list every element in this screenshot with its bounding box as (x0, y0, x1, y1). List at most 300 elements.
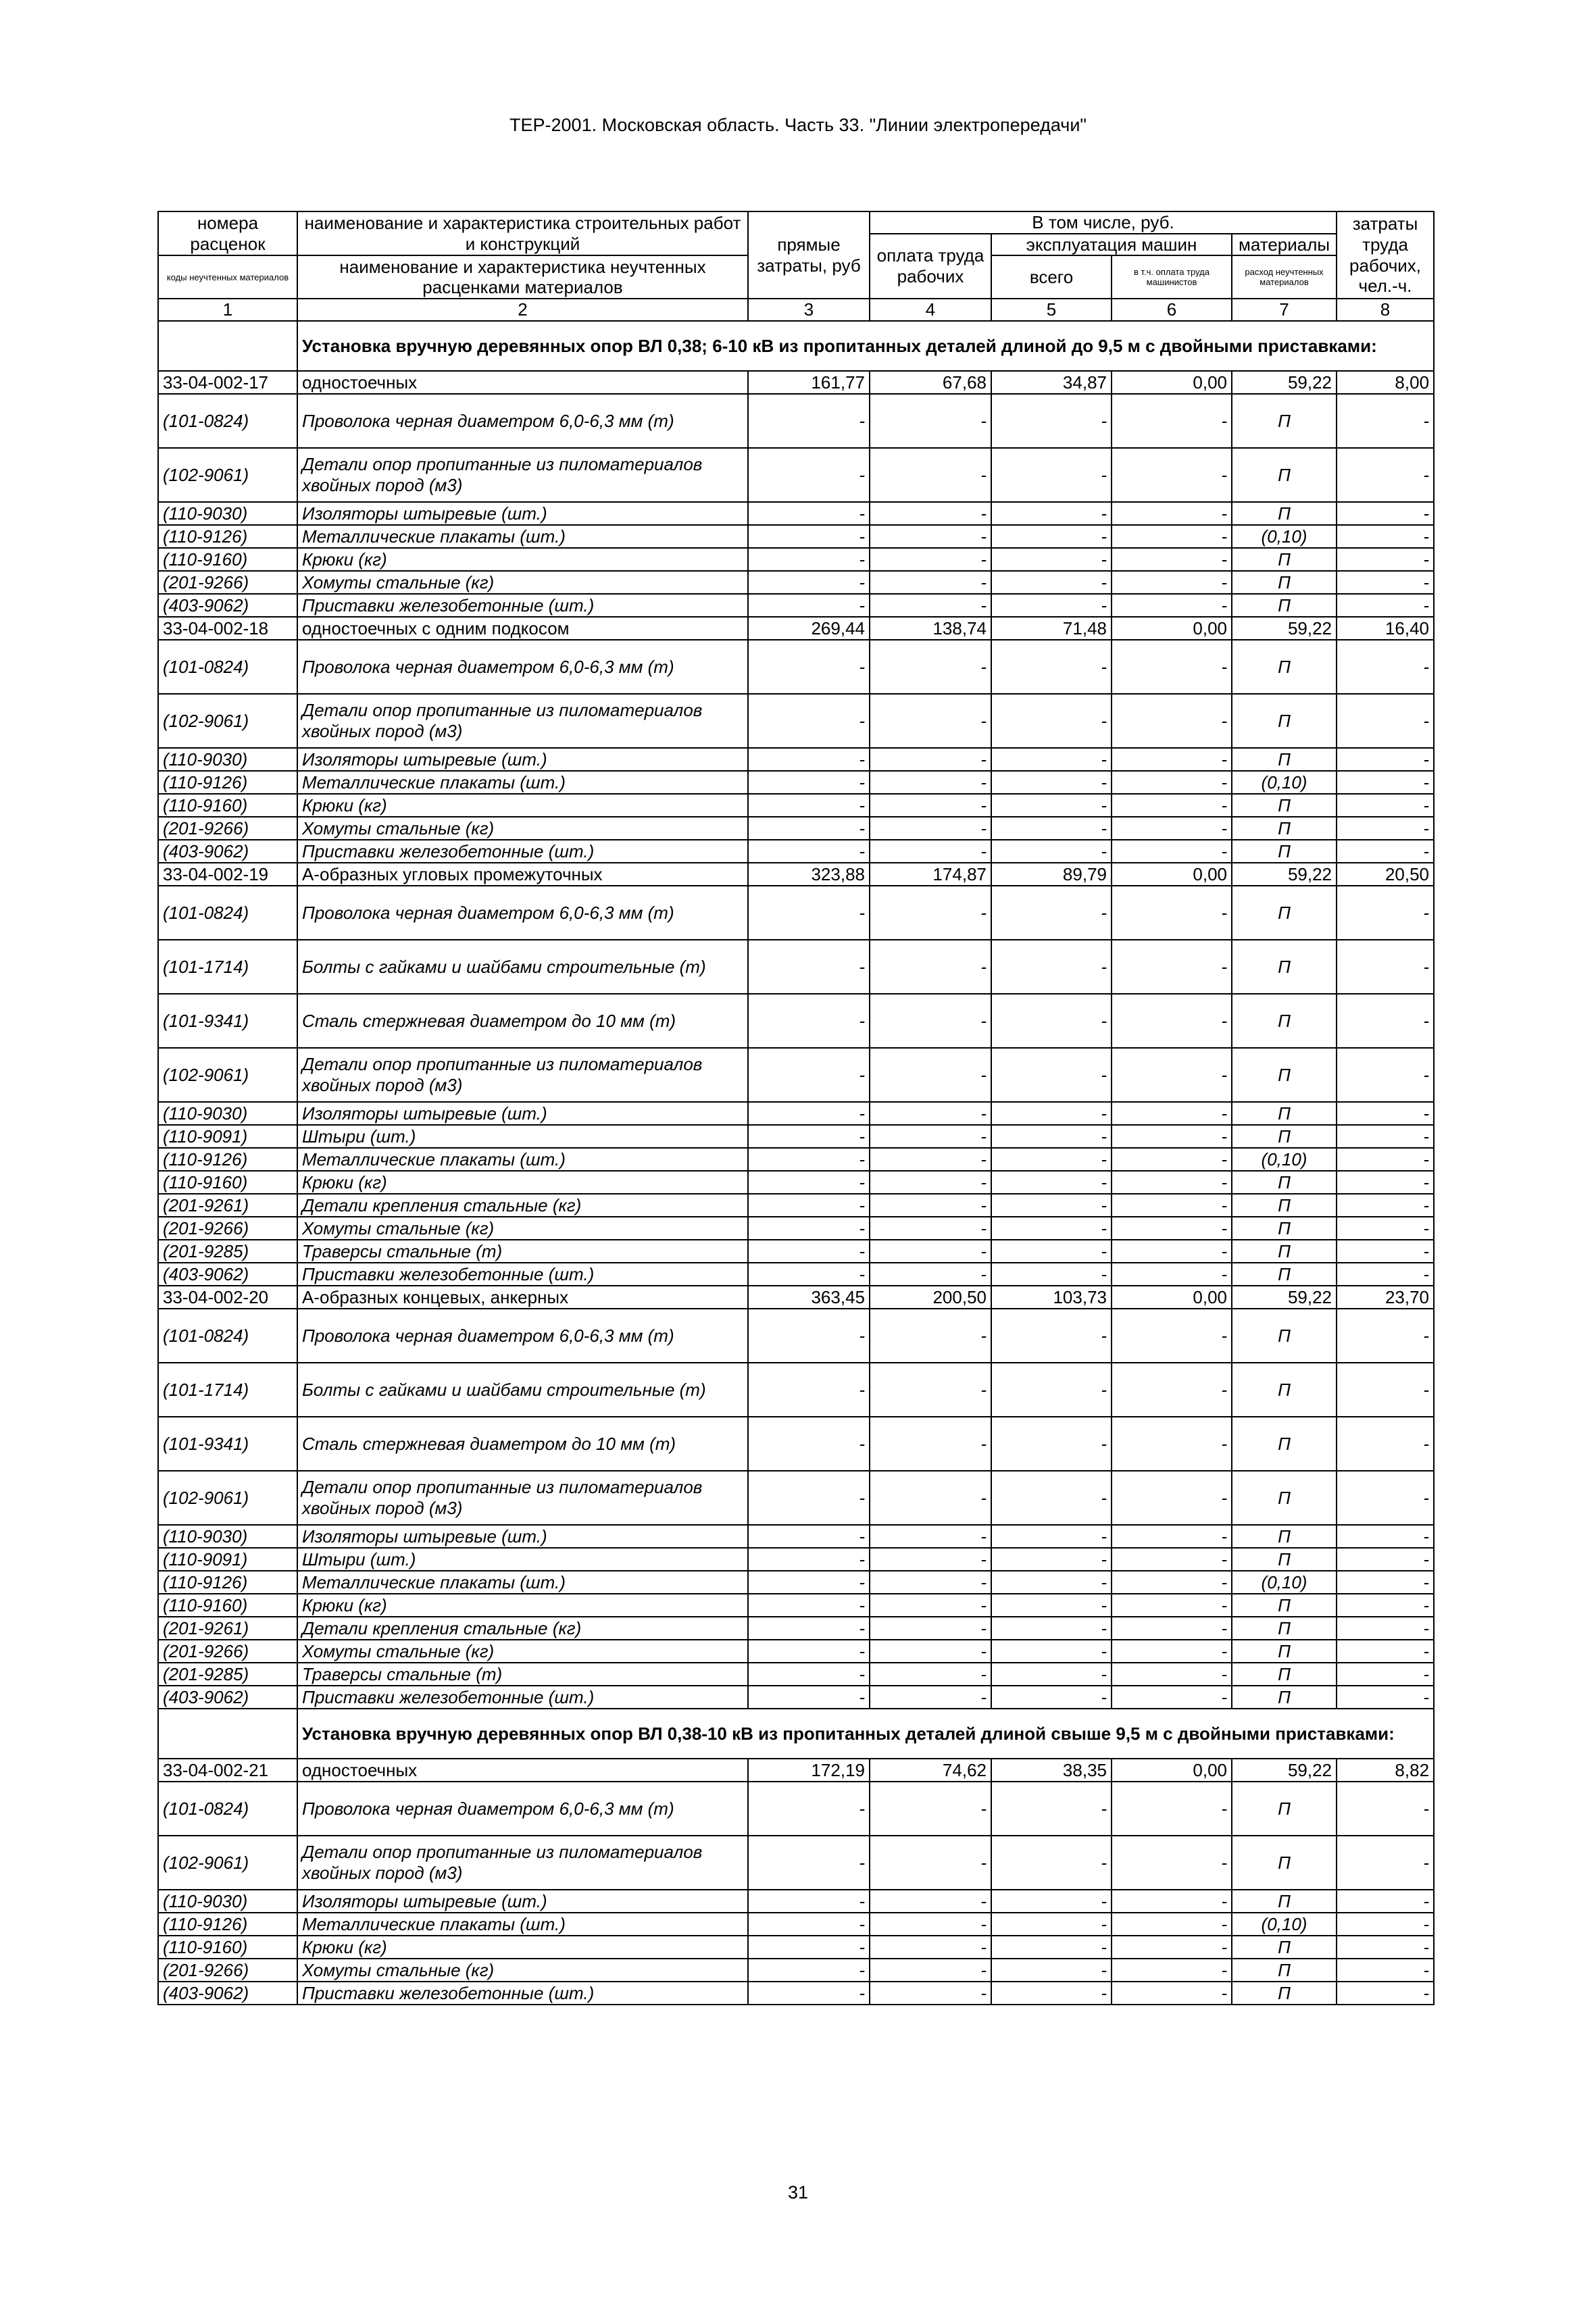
material-row (158, 1782, 1434, 1836)
dash-cell: - (748, 1663, 870, 1686)
labor-hours: 20,50 (1337, 863, 1434, 886)
dash-cell: - (1112, 1936, 1232, 1959)
machinist-pay: 0,00 (1112, 617, 1232, 640)
dash-cell: - (1112, 1782, 1232, 1836)
dash-cell: - (748, 548, 870, 571)
labor-pay: 174,87 (870, 863, 991, 886)
material-name: Штыри (шт.) (297, 1125, 748, 1148)
material-row (158, 1148, 1434, 1171)
material-row (158, 640, 1434, 694)
dash-cell: - (870, 1240, 991, 1263)
material-row (158, 1417, 1434, 1471)
dash-cell: - (748, 886, 870, 940)
dash-cell: - (1337, 1263, 1434, 1286)
material-row (158, 1663, 1434, 1686)
material-usage: П (1232, 448, 1337, 502)
material-code: (110-9160) (158, 548, 297, 571)
dash-cell: - (1112, 1148, 1232, 1171)
dash-cell: - (748, 502, 870, 525)
dash-cell: - (748, 994, 870, 1048)
dash-cell: - (870, 1982, 991, 2005)
dash-cell: - (991, 1913, 1112, 1936)
dash-cell: - (1112, 1102, 1232, 1125)
header-num: 5 (991, 299, 1112, 321)
header-col6: в т.ч. оплата труда машинистов (1112, 255, 1232, 299)
dash-cell: - (748, 694, 870, 748)
dash-cell: - (748, 1836, 870, 1890)
dash-cell: - (1112, 394, 1232, 448)
machinist-pay: 0,00 (1112, 371, 1232, 394)
material-code: (201-9266) (158, 1217, 297, 1240)
dash-cell: - (1337, 886, 1434, 940)
dash-cell: - (870, 886, 991, 940)
material-usage: П (1232, 1048, 1337, 1102)
material-name: Проволока черная диаметром 6,0-6,3 мм (т) (297, 886, 748, 940)
materials-cost: 59,22 (1232, 1286, 1337, 1309)
material-row (158, 1913, 1434, 1936)
material-row (158, 1217, 1434, 1240)
material-usage: П (1232, 1617, 1337, 1640)
dash-cell: - (1112, 594, 1232, 617)
material-usage: П (1232, 1594, 1337, 1617)
material-code: (201-9285) (158, 1663, 297, 1686)
material-name: Болты с гайками и шайбами строительные (т) (297, 940, 748, 994)
dash-cell: - (748, 1890, 870, 1913)
dash-cell: - (748, 1782, 870, 1836)
machine-cost: 89,79 (991, 863, 1112, 886)
material-name: Детали опор пропитанные из пиломатериалов хвойных пород (м3) (297, 448, 748, 502)
material-row (158, 1240, 1434, 1263)
header-materials: материалы (1232, 234, 1337, 256)
material-usage: П (1232, 394, 1337, 448)
material-code: (201-9261) (158, 1194, 297, 1217)
labor-hours: 23,70 (1337, 1286, 1434, 1309)
dash-cell: - (1337, 1171, 1434, 1194)
material-usage: П (1232, 1548, 1337, 1571)
header-num: 8 (1337, 299, 1434, 321)
material-row (158, 571, 1434, 594)
dash-cell: - (1112, 1363, 1232, 1417)
material-code: (201-9266) (158, 1640, 297, 1663)
material-row (158, 1571, 1434, 1594)
dash-cell: - (870, 1959, 991, 1982)
material-code: (101-1714) (158, 940, 297, 994)
dash-cell: - (1112, 1217, 1232, 1240)
dash-cell: - (1112, 1890, 1232, 1913)
dash-cell: - (1112, 1617, 1232, 1640)
dash-cell: - (991, 1594, 1112, 1617)
dash-cell: - (991, 994, 1112, 1048)
material-usage: (0,10) (1232, 1571, 1337, 1594)
materials-cost: 59,22 (1232, 1759, 1337, 1782)
section-title: Установка вручную деревянных опор ВЛ 0,38; 6-10 кВ из пропитанных деталей длиной до 9,5 м с двойными приставками: (297, 321, 1434, 371)
material-name: Крюки (кг) (297, 1171, 748, 1194)
dash-cell: - (1112, 771, 1232, 794)
section-row (158, 321, 1434, 371)
header-row-1 (158, 211, 1434, 234)
material-code: (110-9126) (158, 771, 297, 794)
dash-cell: - (870, 1148, 991, 1171)
dash-cell: - (1337, 1048, 1434, 1102)
dash-cell: - (870, 1363, 991, 1417)
material-usage: П (1232, 1936, 1337, 1959)
dash-cell: - (1112, 694, 1232, 748)
dash-cell: - (1337, 1913, 1434, 1936)
dash-cell: - (991, 1936, 1112, 1959)
dash-cell: - (1112, 1959, 1232, 1982)
dash-cell: - (748, 940, 870, 994)
dash-cell: - (748, 1959, 870, 1982)
dash-cell: - (748, 1686, 870, 1709)
dash-cell: - (1337, 994, 1434, 1048)
dash-cell: - (748, 1525, 870, 1548)
material-code: (201-9285) (158, 1240, 297, 1263)
dash-cell: - (1337, 1148, 1434, 1171)
header-col4: оплата труда рабочих (870, 234, 991, 299)
material-name: Изоляторы штыревые (шт.) (297, 1525, 748, 1548)
material-row (158, 594, 1434, 617)
labor-hours: 8,82 (1337, 1759, 1434, 1782)
dash-cell: - (1112, 1309, 1232, 1363)
dash-cell: - (1337, 840, 1434, 863)
material-row (158, 1102, 1434, 1125)
material-name: Детали опор пропитанные из пиломатериалов хвойных пород (м3) (297, 1048, 748, 1102)
material-row (158, 1309, 1434, 1363)
dash-cell: - (991, 817, 1112, 840)
material-row (158, 940, 1434, 994)
dash-cell: - (1112, 548, 1232, 571)
dash-cell: - (870, 1936, 991, 1959)
dash-cell: - (1337, 1194, 1434, 1217)
dash-cell: - (748, 1640, 870, 1663)
header-machines: эксплуатация машин (991, 234, 1232, 256)
dash-cell: - (1112, 817, 1232, 840)
dash-cell: - (1337, 1309, 1434, 1363)
material-usage: П (1232, 1217, 1337, 1240)
dash-cell: - (1112, 1471, 1232, 1525)
dash-cell: - (1112, 1663, 1232, 1686)
material-usage: П (1232, 748, 1337, 771)
material-name: Изоляторы штыревые (шт.) (297, 502, 748, 525)
material-name: Хомуты стальные (кг) (297, 1217, 748, 1240)
dash-cell: - (748, 1171, 870, 1194)
material-name: Проволока черная диаметром 6,0-6,3 мм (т) (297, 640, 748, 694)
dash-cell: - (748, 1982, 870, 2005)
dash-cell: - (991, 1240, 1112, 1263)
rate-name: одностоечных с одним подкосом (297, 617, 748, 640)
material-usage: П (1232, 694, 1337, 748)
material-usage: П (1232, 1836, 1337, 1890)
dash-cell: - (748, 571, 870, 594)
material-usage: П (1232, 1309, 1337, 1363)
page-title: ТЕР-2001. Московская область. Часть 33. "Линии электропередачи" (509, 115, 1087, 135)
dash-cell: - (748, 1594, 870, 1617)
rate-name: одностоечных (297, 1759, 748, 1782)
material-name: Изоляторы штыревые (шт.) (297, 1890, 748, 1913)
labor-pay: 138,74 (870, 617, 991, 640)
dash-cell: - (1337, 1686, 1434, 1709)
dash-cell: - (870, 1525, 991, 1548)
direct-cost: 161,77 (748, 371, 870, 394)
machine-cost: 38,35 (991, 1759, 1112, 1782)
dash-cell: - (1337, 1471, 1434, 1525)
dash-cell: - (1337, 1890, 1434, 1913)
material-name: Хомуты стальные (кг) (297, 1959, 748, 1982)
machine-cost: 34,87 (991, 371, 1112, 394)
material-code: (101-0824) (158, 640, 297, 694)
material-row (158, 1890, 1434, 1913)
material-name: Хомуты стальные (кг) (297, 1640, 748, 1663)
rate-row (158, 1759, 1434, 1782)
dash-cell: - (1337, 448, 1434, 502)
dash-cell: - (991, 794, 1112, 817)
material-code: (101-0824) (158, 1309, 297, 1363)
material-name: Сталь стержневая диаметром до 10 мм (т) (297, 994, 748, 1048)
dash-cell: - (991, 1663, 1112, 1686)
material-usage: П (1232, 594, 1337, 617)
dash-cell: - (870, 502, 991, 525)
material-usage: П (1232, 1471, 1337, 1525)
material-row (158, 1125, 1434, 1148)
material-name: Болты с гайками и шайбами строительные (т) (297, 1363, 748, 1417)
material-code: (102-9061) (158, 448, 297, 502)
dash-cell: - (748, 1048, 870, 1102)
dash-cell: - (748, 1309, 870, 1363)
material-name: Крюки (кг) (297, 548, 748, 571)
dash-cell: - (1337, 1548, 1434, 1571)
dash-cell: - (748, 1548, 870, 1571)
dash-cell: - (870, 1548, 991, 1571)
machine-cost: 71,48 (991, 617, 1112, 640)
dash-cell: - (1112, 840, 1232, 863)
dash-cell: - (870, 1048, 991, 1102)
dash-cell: - (1112, 1571, 1232, 1594)
dash-cell: - (991, 1571, 1112, 1594)
dash-cell: - (1112, 448, 1232, 502)
dash-cell: - (748, 794, 870, 817)
material-row (158, 1959, 1434, 1982)
dash-cell: - (991, 1048, 1112, 1102)
dash-cell: - (1337, 1571, 1434, 1594)
rate-name: А-образных угловых промежуточных (297, 863, 748, 886)
material-name: Приставки железобетонные (шт.) (297, 1263, 748, 1286)
material-name: Изоляторы штыревые (шт.) (297, 748, 748, 771)
header-col1-top: номера расценок (158, 211, 297, 255)
dash-cell: - (870, 1836, 991, 1890)
dash-cell: - (870, 940, 991, 994)
dash-cell: - (1112, 1594, 1232, 1617)
dash-cell: - (1337, 748, 1434, 771)
rate-name: одностоечных (297, 371, 748, 394)
dash-cell: - (748, 1471, 870, 1525)
material-usage: П (1232, 1982, 1337, 2005)
material-row (158, 817, 1434, 840)
material-name: Изоляторы штыревые (шт.) (297, 1102, 748, 1125)
dash-cell: - (1337, 794, 1434, 817)
dash-cell: - (1337, 1125, 1434, 1148)
material-code: (110-9126) (158, 1913, 297, 1936)
rate-row (158, 1286, 1434, 1309)
dash-cell: - (991, 640, 1112, 694)
dash-cell: - (748, 1363, 870, 1417)
dash-cell: - (748, 748, 870, 771)
material-name: Металлические плакаты (шт.) (297, 771, 748, 794)
dash-cell: - (991, 1309, 1112, 1363)
dash-cell: - (870, 771, 991, 794)
material-code: (110-9030) (158, 502, 297, 525)
dash-cell: - (991, 1171, 1112, 1194)
material-usage: (0,10) (1232, 1148, 1337, 1171)
material-row (158, 1836, 1434, 1890)
material-usage: П (1232, 1417, 1337, 1471)
dash-cell: - (991, 1982, 1112, 2005)
dash-cell: - (991, 694, 1112, 748)
material-code: (110-9160) (158, 794, 297, 817)
dash-cell: - (870, 571, 991, 594)
dash-cell: - (1112, 1194, 1232, 1217)
material-usage: П (1232, 794, 1337, 817)
dash-cell: - (870, 1782, 991, 1836)
dash-cell: - (870, 694, 991, 748)
material-name: Металлические плакаты (шт.) (297, 1571, 748, 1594)
dash-cell: - (870, 1571, 991, 1594)
material-code: (110-9091) (158, 1125, 297, 1148)
material-code: (101-0824) (158, 1782, 297, 1836)
rate-code: 33-04-002-20 (158, 1286, 297, 1309)
dash-cell: - (1337, 1663, 1434, 1686)
material-code: (110-9160) (158, 1171, 297, 1194)
material-row (158, 1936, 1434, 1959)
labor-pay: 200,50 (870, 1286, 991, 1309)
rate-code: 33-04-002-21 (158, 1759, 297, 1782)
dash-cell: - (748, 525, 870, 548)
header-num: 7 (1232, 299, 1337, 321)
dash-cell: - (870, 394, 991, 448)
dash-cell: - (991, 886, 1112, 940)
dash-cell: - (991, 1890, 1112, 1913)
page-number: 31 (787, 2182, 809, 2203)
dash-cell: - (870, 1594, 991, 1617)
dash-cell: - (748, 1102, 870, 1125)
material-usage: П (1232, 994, 1337, 1048)
dash-cell: - (870, 548, 991, 571)
material-usage: П (1232, 940, 1337, 994)
dash-cell: - (991, 1125, 1112, 1148)
material-name: Крюки (кг) (297, 1594, 748, 1617)
material-usage: (0,10) (1232, 1913, 1337, 1936)
rate-row (158, 863, 1434, 886)
rate-row (158, 371, 1434, 394)
dash-cell: - (1337, 771, 1434, 794)
dash-cell: - (870, 1640, 991, 1663)
dash-cell: - (1112, 1686, 1232, 1709)
dash-cell: - (748, 594, 870, 617)
material-name: Крюки (кг) (297, 1936, 748, 1959)
dash-cell: - (870, 748, 991, 771)
section-title: Установка вручную деревянных опор ВЛ 0,38-10 кВ из пропитанных деталей длиной свыше 9,5 м с двойными приставками: (297, 1709, 1434, 1759)
material-name: Детали крепления стальные (кг) (297, 1194, 748, 1217)
material-name: Металлические плакаты (шт.) (297, 1913, 748, 1936)
dash-cell: - (870, 594, 991, 617)
material-usage: П (1232, 548, 1337, 571)
material-row (158, 525, 1434, 548)
material-code: (403-9062) (158, 1686, 297, 1709)
dash-cell: - (870, 448, 991, 502)
material-code: (110-9126) (158, 525, 297, 548)
dash-cell: - (870, 525, 991, 548)
header-num: 1 (158, 299, 297, 321)
material-code: (110-9160) (158, 1594, 297, 1617)
dash-cell: - (870, 640, 991, 694)
dash-cell: - (1337, 571, 1434, 594)
material-code: (101-0824) (158, 886, 297, 940)
dash-cell: - (748, 394, 870, 448)
material-row (158, 394, 1434, 448)
dash-cell: - (870, 1171, 991, 1194)
header-group: В том числе, руб. (870, 211, 1337, 234)
dash-cell: - (870, 1263, 991, 1286)
material-row (158, 448, 1434, 502)
header-col2-bottom: наименование и характеристика неучтенных расценками материалов (297, 255, 748, 299)
material-usage: (0,10) (1232, 525, 1337, 548)
dash-cell: - (991, 1548, 1112, 1571)
header-col7: расход неучтенных материалов (1232, 255, 1337, 299)
header-num: 4 (870, 299, 991, 321)
dash-cell: - (1337, 1217, 1434, 1240)
material-usage: П (1232, 1663, 1337, 1686)
material-row (158, 1363, 1434, 1417)
dash-cell: - (991, 1782, 1112, 1836)
dash-cell: - (991, 1194, 1112, 1217)
section-spacer (158, 1709, 297, 1759)
dash-cell: - (1337, 1363, 1434, 1417)
dash-cell: - (991, 1148, 1112, 1171)
material-code: (102-9061) (158, 1048, 297, 1102)
dash-cell: - (870, 1617, 991, 1640)
material-code: (110-9126) (158, 1148, 297, 1171)
material-row (158, 1471, 1434, 1525)
material-name: Траверсы стальные (т) (297, 1663, 748, 1686)
machinist-pay: 0,00 (1112, 863, 1232, 886)
material-code: (101-9341) (158, 994, 297, 1048)
material-row (158, 1525, 1434, 1548)
material-code: (110-9091) (158, 1548, 297, 1571)
dash-cell: - (1112, 1640, 1232, 1663)
machine-cost: 103,73 (991, 1286, 1112, 1309)
material-usage: П (1232, 1640, 1337, 1663)
dash-cell: - (991, 1836, 1112, 1890)
dash-cell: - (748, 1617, 870, 1640)
header-num: 2 (297, 299, 748, 321)
dash-cell: - (1112, 1048, 1232, 1102)
dash-cell: - (1112, 1913, 1232, 1936)
dash-cell: - (991, 448, 1112, 502)
machinist-pay: 0,00 (1112, 1759, 1232, 1782)
material-name: Детали опор пропитанные из пиломатериалов хвойных пород (м3) (297, 694, 748, 748)
dash-cell: - (1112, 1548, 1232, 1571)
direct-cost: 269,44 (748, 617, 870, 640)
dash-cell: - (870, 1102, 991, 1125)
material-row (158, 1048, 1434, 1102)
dash-cell: - (991, 594, 1112, 617)
material-usage: П (1232, 840, 1337, 863)
dash-cell: - (1337, 1836, 1434, 1890)
dash-cell: - (991, 1363, 1112, 1417)
dash-cell: - (991, 1525, 1112, 1548)
header-number-row (158, 299, 1434, 321)
material-code: (110-9030) (158, 748, 297, 771)
dash-cell: - (748, 1263, 870, 1286)
